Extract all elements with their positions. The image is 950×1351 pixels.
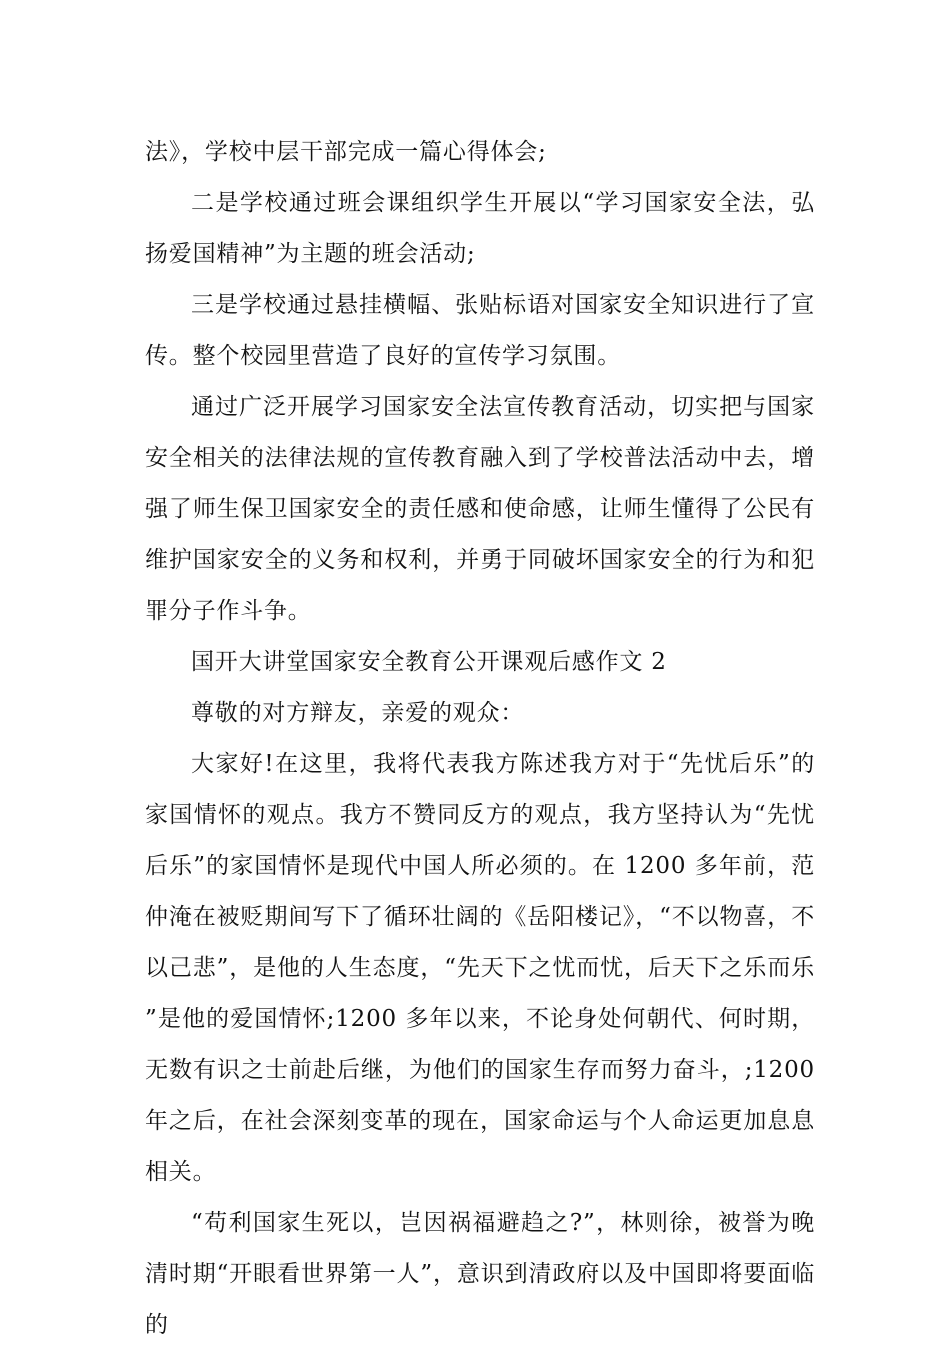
paragraph-2: 二是学校通过班会课组织学生开展以“学习国家安全法，弘扬爱国精神”为主题的班会活动; — [145, 190, 815, 267]
salutation: 尊敬的对方辩友，亲爱的观众： — [191, 700, 525, 726]
section-heading: 国开大讲堂国家安全教育公开课观后感作文 2 — [191, 649, 667, 675]
paragraph-4: 通过广泛开展学习国家安全法宣传教育活动，切实把与国家安全相关的法律法规的宣传教育融入到了学校普法活动中去，增强了师生保卫国家安全的责任感和使命感，让师生懂得了公民有维护国家安全的义务和权利，并勇于同破坏国家安全的行为和犯罪分子作斗争。 — [145, 394, 815, 624]
document-body — [145, 127, 815, 1351]
paragraph-1: 法》，学校中层干部完成一篇心得体会; — [145, 139, 547, 165]
paragraph-3: 三是学校通过悬挂横幅、张贴标语对国家安全知识进行了宣传。整个校园里营造了良好的宣传学习氛围。 — [145, 292, 815, 369]
paragraph-8: “苟利国家生死以，岂因祸福避趋之?”，林则徐，被誉为晚清时期“开眼看世界第一人”，意识到清政府以及中国即将要面临的 — [145, 1210, 815, 1338]
paragraph-7: 大家好!在这里，我将代表我方陈述我方对于“先忧后乐”的家国情怀的观点。我方不赞同反方的观点，我方坚持认为“先忧后乐”的家国情怀是现代中国人所必须的。在 1200 多年前，范仲淹在被贬期间写下了循环壮阔的《岳阳楼记》，“不以物喜，不以己悲”，是他的人生态度，“先天下之忧而忧，后天下之乐而乐”是他的爱国情怀;1200 多年以来，不论身处何朝代、何时期，无数有识之士前赴后继，为他们的国家生存而努力奋斗，;1200 年之后，在社会深刻变革的现在，国家命运与个人命运更加息息相关。 — [145, 751, 815, 1185]
